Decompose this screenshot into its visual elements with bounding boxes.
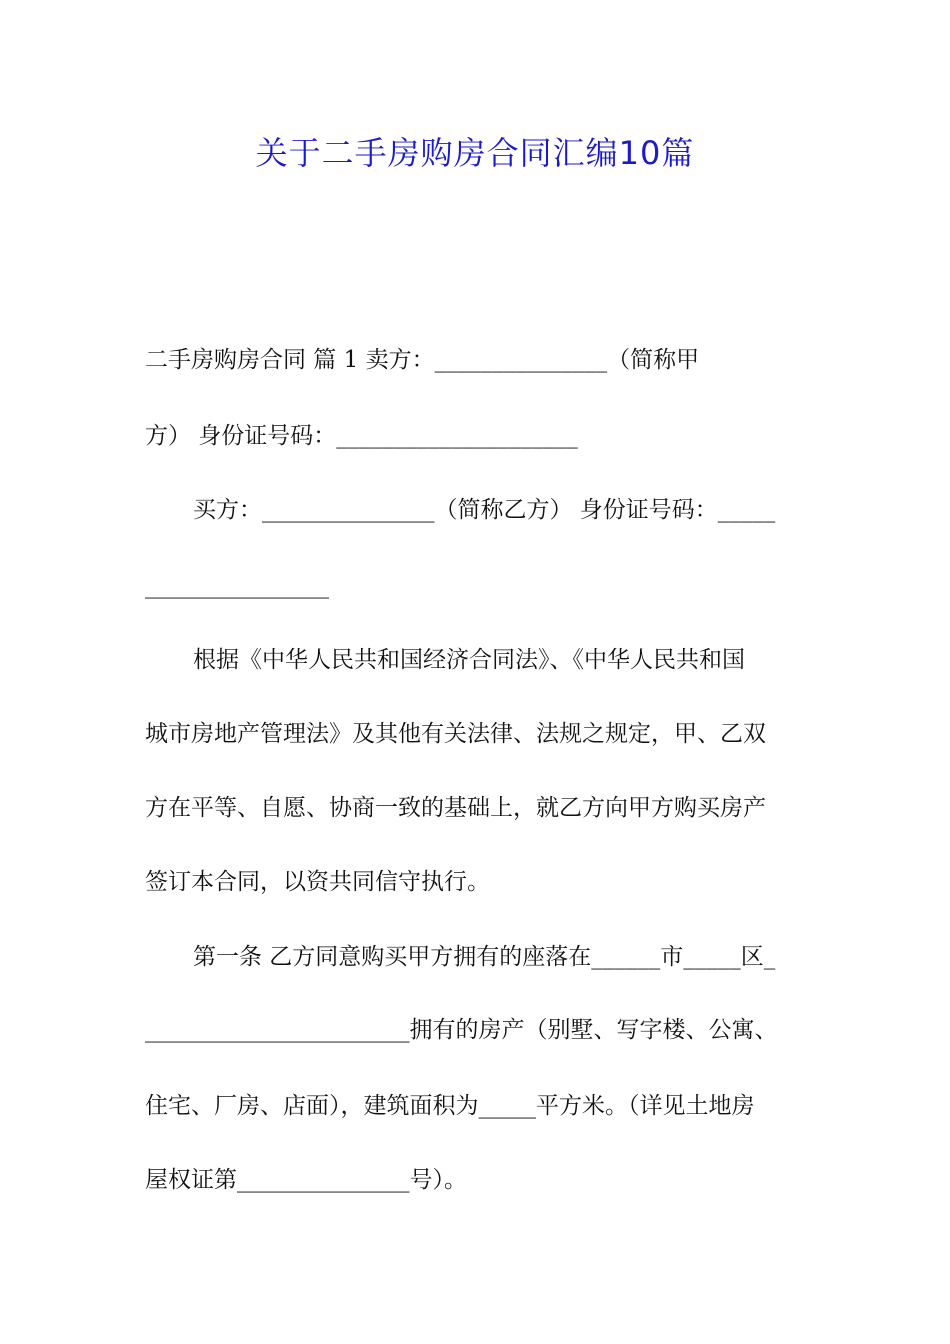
document-title: 关于二手房购房合同汇编10篇 <box>255 134 695 172</box>
text-line-12: 屋权证第_______________号）。 <box>145 1167 467 1193</box>
text-line-5: 根据《中华人民共和国经济合同法》、《中华人民共和国 <box>193 647 745 673</box>
text-line-1: 二手房购房合同 篇 1 卖方：_______________（简称甲 <box>145 347 700 373</box>
text-line-3: 买方：_______________（简称乙方） 身份证号码：_____ <box>193 497 776 523</box>
text-line-8: 签订本合同，以资共同信守执行。 <box>145 869 490 895</box>
text-line-10: _______________________拥有的房产（别墅、写字楼、公寓、 <box>145 1017 778 1043</box>
text-line-6: 城市房地产管理法》及其他有关法律、法规之规定，甲、乙双 <box>145 721 766 747</box>
text-line-7: 方在平等、自愿、协商一致的基础上，就乙方向甲方购买房产 <box>145 795 766 821</box>
text-line-4: ________________ <box>145 573 329 599</box>
text-line-11: 住宅、厂房、店面），建筑面积为_____平方米。（详见土地房 <box>145 1093 755 1119</box>
text-line-2: 方） 身份证号码：_____________________ <box>145 423 578 449</box>
text-line-9: 第一条 乙方同意购买甲方拥有的座落在______市_____区_ <box>193 944 776 970</box>
